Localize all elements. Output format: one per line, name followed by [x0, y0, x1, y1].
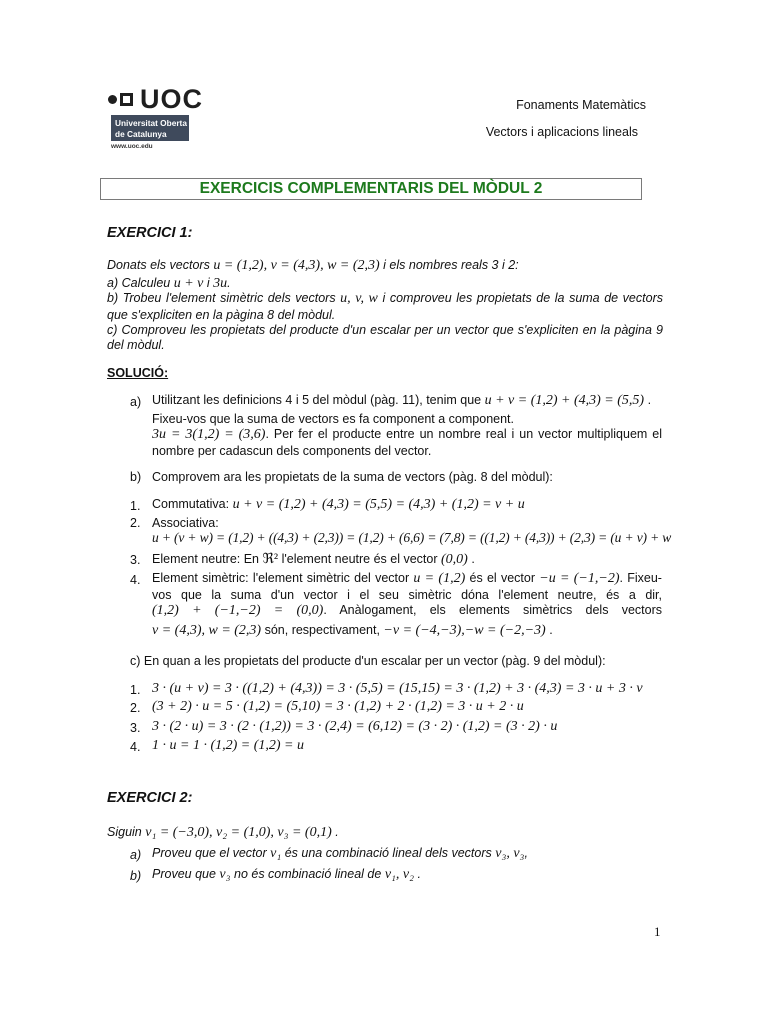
sol-a-line3 — [152, 427, 662, 443]
ex1-intro — [107, 258, 519, 274]
sol-a-text1: Utilitzant les definicions 4 i 5 del mòdul (pàg. 11), tenim que — [152, 393, 482, 407]
logo-word: UOC — [140, 84, 203, 114]
ex2-qa-text2: és una combinació lineal dels vectors — [284, 846, 492, 860]
sol-b-item4-number: 4. — [130, 573, 141, 587]
ex2-question-b — [152, 867, 421, 883]
ex2-qb-label: b) — [130, 869, 142, 883]
ex2-qb-text1: Proveu que — [152, 867, 216, 881]
sol-b-text: Comprovem ara les propietats de la suma de vectors (pàg. 8 del mòdul): — [152, 470, 553, 484]
sol-b-item4-text1: Element simètric: l'element simètric del vector — [152, 571, 410, 585]
sol-a-math1: u + v = (1,2) + (4,3) = (5,5) — [484, 393, 645, 408]
ex1-qb-text: b) Trobeu l'element simètric dels vectors — [107, 291, 336, 305]
sol-c-item2-math: (3 + 2) · u = 5 · (1,2) = (5,10) = 3 · (1,2) + 2 · (1,2) = 3 · u + 2 · u — [152, 699, 524, 714]
sol-a-end1: . — [647, 393, 652, 407]
exercise2-heading: EXERCICI 2: — [107, 790, 193, 806]
ex2-question-a — [152, 846, 528, 862]
sol-b-item3-end: . — [471, 552, 475, 566]
sol-b-item3-text2: l'element neutre és el vector — [281, 552, 438, 566]
ex2-qa-text1: Proveu que el vector — [152, 846, 267, 860]
ex1-question-c-line1: c) Comproveu les propietats del producte d'un escalar per un vector que s'expliciten en la pàgina 9 — [107, 323, 663, 337]
sol-c-item1-math: 3 · (u + v) = 3 · ((1,2) + (4,3)) = 3 · (5,5) = (15,15) = 3 · (1,2) + 3 · (4,3) = 3 · u + 3 · v — [152, 681, 643, 696]
sol-b-item3-number: 3. — [130, 553, 141, 567]
sol-b-item4-math2: −u = (−1,−2) — [539, 571, 620, 586]
sol-a-text3: . Per fer el producte entre un nombre real i un vector multipliquem el — [265, 427, 662, 441]
sol-b-item4-text2: és el vector — [469, 571, 536, 585]
ex2-intro-text: Siguin — [107, 825, 142, 839]
ex1-intro-math: u = (1,2), v = (4,3), w = (2,3) — [213, 258, 380, 273]
logo-line2: de Catalunya — [115, 128, 167, 139]
sol-b-item4-line1 — [152, 571, 662, 587]
ex1-qa-math1: u + v — [173, 276, 204, 291]
logo-line1: Universitat Oberta — [115, 118, 187, 128]
sol-c-item2-number: 2. — [130, 701, 141, 715]
sol-b-item3 — [152, 551, 475, 568]
sol-c-item4-number: 4. — [130, 740, 141, 754]
ex2-qa-label: a) — [130, 848, 142, 862]
sol-b-item4-end4: . — [549, 623, 553, 637]
sol-a-line4: nombre per cadascun dels components del vector. — [152, 444, 432, 458]
page-number: 1 — [654, 924, 661, 939]
solution-heading: SOLUCIÓ: — [107, 366, 169, 380]
ex2-intro-math: v₁ = (−3,0), v₂ = (1,0), v₃ = (0,1) — [145, 825, 332, 840]
ex1-intro-text2: i els nombres reals 3 i 2: — [383, 258, 519, 272]
header-topic: Vectors i aplicacions lineals — [485, 125, 638, 139]
ex2-qb-math2: v₁, v₂ — [384, 867, 414, 882]
header-course: Fonaments Matemàtics — [516, 98, 646, 112]
ex1-qa-text: a) Calculeu — [107, 276, 171, 290]
ex2-qa-math2: v₃, v₃ — [495, 846, 525, 861]
sol-b-item4-math4: v = (4,3), w = (2,3) — [152, 623, 262, 638]
ex2-qa-math1: v₁ — [270, 846, 282, 861]
sol-b-item2-math: u + (v + w) = (1,2) + ((4,3) + (2,3)) = (1,2) + (6,6) = (7,8) = ((1,2) + (4,3)) + (2,3) = (u + v) + w — [152, 530, 672, 545]
uoc-logo — [108, 86, 203, 112]
sol-b-item4-line3 — [152, 603, 662, 619]
sol-c-item3-math: 3 · (2 · u) = 3 · (2 · (1,2)) = 3 · (2,4) = (6,12) = (3 · 2) · (1,2) = (3 · 2) · u — [152, 719, 558, 734]
ex1-qb-text2: i comproveu les propietats de la suma de vectors — [382, 291, 663, 305]
page-title: EXERCICIS COMPLEMENTARIS DEL MÒDUL 2 — [100, 178, 642, 200]
sol-b-item1-math: u + v = (1,2) + (4,3) = (5,5) = (4,3) + (1,2) = v + u — [232, 497, 525, 512]
sol-c-item4-math: 1 · u = 1 · (1,2) = (1,2) = u — [152, 738, 304, 753]
exercise1-heading: EXERCICI 1: — [107, 225, 193, 241]
ex2-qb-end: . — [417, 867, 421, 881]
ex1-question-b-line1 — [107, 291, 663, 307]
sol-b-item4-word3: elements — [458, 603, 510, 617]
sol-b-item4-math3: (1,2) + (−1,−2) = (0,0) — [152, 603, 324, 618]
sol-b-item4-word5: dels — [585, 603, 609, 617]
sol-a-line1 — [152, 393, 651, 409]
logo-dot-icon — [108, 95, 117, 104]
sol-b-item4-math5: −v = (−4,−3),−w = (−2,−3) — [383, 623, 546, 638]
sol-b-item4-text3: . Fixeu- — [619, 571, 662, 585]
sol-b-item4-word1: Anàlogament, — [339, 603, 417, 617]
sol-b-item4-word4: simètrics — [522, 603, 573, 617]
sol-b-item2-number: 2. — [130, 516, 141, 530]
logo-url: www.uoc.edu — [111, 143, 153, 150]
sol-b-item4-line2: vos que la suma d'un vector i el seu simètric dóna l'element neutre, és a dir, — [152, 588, 662, 602]
logo-institution-box — [111, 115, 189, 141]
ex1-question-a — [107, 276, 231, 292]
ex2-qb-text2: no és combinació lineal de — [234, 867, 382, 881]
sol-b-item4-end3: . — [323, 603, 327, 617]
ex1-question-c-line2: del mòdul. — [107, 338, 165, 352]
ex2-qa-end: , — [524, 846, 528, 860]
sol-b-item4-math1: u = (1,2) — [413, 571, 466, 586]
ex1-question-b-line2: que s'expliciten en la pàgina 8 del mòdul. — [107, 308, 336, 322]
sol-b-label: b) — [130, 470, 142, 484]
ex2-intro — [107, 825, 339, 841]
sol-c-item3-number: 3. — [130, 721, 141, 735]
sol-b-item3-text1: Element neutre: En — [152, 552, 260, 566]
sol-c-text: c) En quan a les propietats del producte d'un escalar per un vector (pàg. 9 del mòdul): — [130, 654, 606, 668]
logo-square-icon — [120, 93, 133, 106]
sol-b-item4-line4 — [152, 623, 553, 639]
sol-b-item1 — [152, 497, 525, 513]
sol-b-item4-text11: són, respectivament, — [264, 623, 380, 637]
ex1-qa-math2: 3u — [213, 276, 228, 291]
sol-c-item1-number: 1. — [130, 683, 141, 697]
sol-b-item2-text: Associativa: — [152, 516, 219, 530]
sol-b-item1-text: Commutativa: — [152, 497, 230, 511]
sol-b-item4-word2: els — [429, 603, 446, 617]
ex1-qa-end: . — [227, 276, 231, 290]
ex1-qa-text2: i — [206, 276, 210, 290]
sol-a-label: a) — [130, 395, 142, 409]
ex1-intro-text: Donats els vectors — [107, 258, 210, 272]
sol-a-line2: Fixeu-vos que la suma de vectors es fa component a component. — [152, 412, 514, 426]
sol-b-item3-math1: ℜ² — [262, 552, 279, 567]
sol-b-item3-math2: (0,0) — [441, 552, 468, 567]
sol-b-item4-word6: vectors — [621, 603, 662, 617]
ex2-qb-math1: v₃ — [219, 867, 231, 882]
sol-a-math2: 3u = 3(1,2) = (3,6) — [152, 427, 266, 442]
ex2-intro-end: . — [335, 825, 339, 839]
ex1-qb-math: u, v, w — [340, 291, 378, 306]
sol-b-item1-number: 1. — [130, 499, 141, 513]
